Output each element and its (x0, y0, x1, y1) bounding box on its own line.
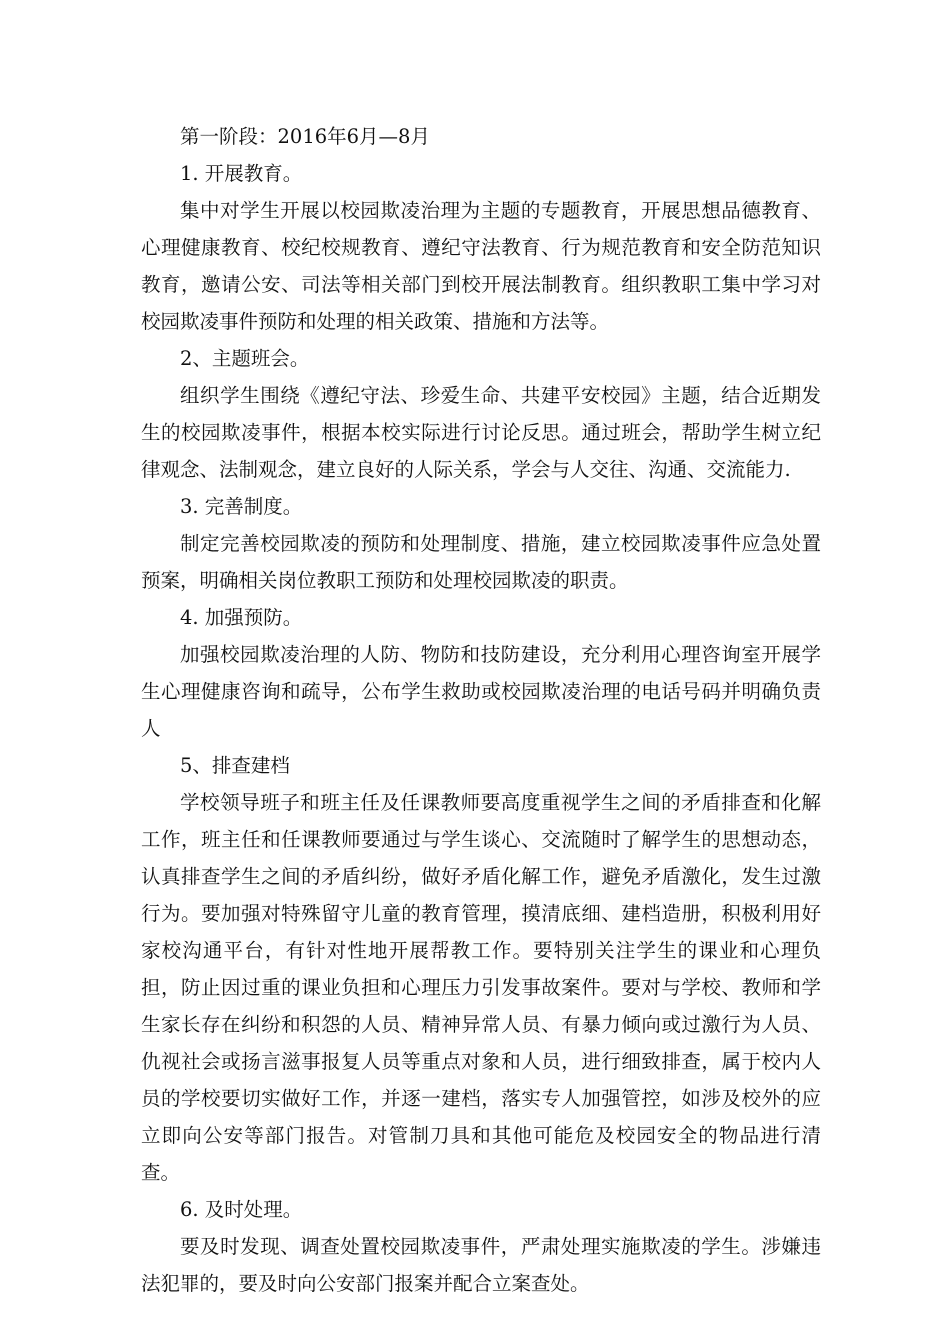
section-heading-class-meeting: 2、主题班会。 (180, 347, 310, 370)
paragraph-education: 集中对学生开展以校园欺凌治理为主题的专题教育，开展思想品德教育、心理健康教育、校纪校规教育、遵纪守法教育、行为规范教育和安全防范知识教育，邀请公安、司法等相关部门到校开展法制教育。组织教职工集中学习对校园欺凌事件预防和处理的相关政策、措施和方法等。 (141, 199, 821, 333)
paragraph-handling: 要及时发现、调查处置校园欺凌事件，严肃处理实施欺凌的学生。涉嫌违法犯罪的，要及时向公安部门报案并配合立案查处。 (141, 1235, 821, 1295)
paragraph-system: 制定完善校园欺凌的预防和处理制度、措施，建立校园欺凌事件应急处置预案，明确相关岗位教职工预防和处理校园欺凌的职责。 (141, 532, 821, 592)
section-heading-handling: 6. 及时处理。 (180, 1198, 303, 1221)
document-body (141, 118, 821, 1302)
section-heading-system: 3. 完善制度。 (180, 495, 303, 518)
stage-heading: 第一阶段：2016年6月—8月 (180, 125, 430, 148)
paragraph-class-meeting: 组织学生围绕《遵纪守法、珍爱生命、共建平安校园》主题，结合近期发生的校园欺凌事件，根据本校实际进行讨论反思。通过班会，帮助学生树立纪律观念、法制观念，建立良好的人际关系，学会与人交往、沟通、交流能力. (141, 384, 821, 481)
paragraph-prevention: 加强校园欺凌治理的人防、物防和技防建设，充分利用心理咨询室开展学生心理健康咨询和疏导，公布学生救助或校园欺凌治理的电话号码并明确负责人 (141, 643, 821, 740)
section-heading-education: 1. 开展教育。 (180, 162, 303, 185)
section-heading-screening: 5、排查建档 (180, 754, 290, 777)
section-heading-prevention: 4. 加强预防。 (180, 606, 303, 629)
paragraph-screening: 学校领导班子和班主任及任课教师要高度重视学生之间的矛盾排查和化解工作，班主任和任课教师要通过与学生谈心、交流随时了解学生的思想动态，认真排查学生之间的矛盾纠纷，做好矛盾化解工作，避免矛盾激化，发生过激行为。要加强对特殊留守儿童的教育管理，摸清底细、建档造册，积极利用好家校沟通平台，有针对性地开展帮教工作。要特别关注学生的课业和心理负担，防止因过重的课业负担和心理压力引发事故案件。要对与学校、教师和学生家长存在纠纷和积怨的人员、精神异常人员、有暴力倾向或过激行为人员、仇视社会或扬言滋事报复人员等重点对象和人员，进行细致排查，属于校内人员的学校要切实做好工作，并逐一建档，落实专人加强管控，如涉及校外的应立即向公安等部门报告。对管制刀具和其他可能危及校园安全的物品进行清查。 (141, 791, 821, 1184)
